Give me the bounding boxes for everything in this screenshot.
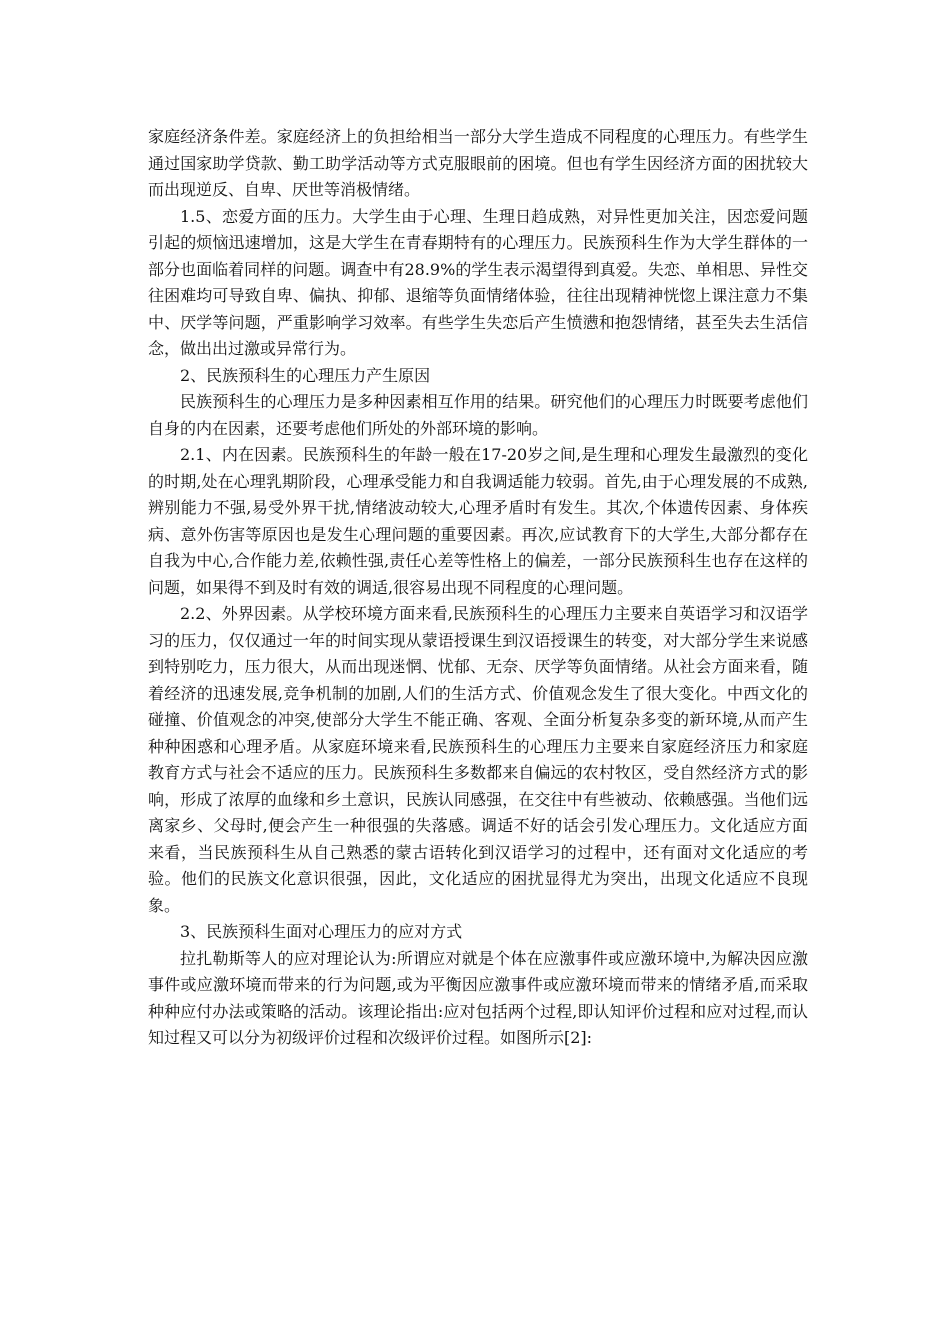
paragraph-economic-pressure: 家庭经济条件差。家庭经济上的负担给相当一部分大学生造成不同程度的心理压力。有些学生通过国家助学贷款、勤工助学活动等方式克服眼前的困境。但也有学生因经济方面的困扰较大而出现逆反、自卑、厌世等消极情绪。 <box>148 127 808 199</box>
section-heading-coping: 3、民族预科生面对心理压力的应对方式 <box>180 922 463 941</box>
section-heading-causes: 2、民族预科生的心理压力产生原因 <box>180 365 431 385</box>
paragraph-internal-factors: 2.1、内在因素。民族预科生的年龄一般在17-20岁之间,是生理和心理发生最激烈的变化的时期,处在心理乳期阶段，心理承受能力和自我调适能力较弱。首先,由于心理发展的不成熟,辨别能力不强,易受外界干扰,情绪波动较大,心理矛盾时有发生。其次,个体遗传因素、身体疾病、意外伤害等原因也是发生心理问题的重要因素。再次,应试教育下的大学生,大部分都存在自我为中心,合作能力差,依赖性强,责任心差等性格上的偏差，一部分民族预科生也存在这样的问题，如果得不到及时有效的调适,很容易出现不同程度的心理问题。 <box>148 445 808 597</box>
paragraph-love-pressure: 1.5、恋爱方面的压力。大学生由于心理、生理日趋成熟，对异性更加关注，因恋爱问题引起的烦恼迅速增加，这是大学生在青春期特有的心理压力。民族预科生作为大学生群体的一部分也面临着同样的问题。调查中有28.9%的学生表示渴望得到真爱。失恋、单相思、异性交往困难均可导致自卑、偏执、抑郁、退缩等负面情绪体验，往往出现精神恍惚上课注意力不集中、厌学等问题，严重影响学习效率。有些学生失恋后产生愤懑和抱怨情绪，甚至失去生活信念，做出出过激或异常行为。 <box>148 206 808 358</box>
paragraph-causes-intro: 民族预科生的心理压力是多种因素相互作用的结果。研究他们的心理压力时既要考虑他们自身的内在因素，还要考虑他们所处的外部环境的影响。 <box>148 392 808 438</box>
paragraph-coping-theory: 拉扎勒斯等人的应对理论认为:所谓应对就是个体在应激事件或应激环境中,为解决因应激事件或应激环境而带来的行为问题,或为平衡因应激事件或应激环境而带来的情绪矛盾,而采取种种应付办法或策略的活动。该理论指出:应对包括两个过程,即认知评价过程和应对过程,而认知过程又可以分为初级评价过程和次级评价过程。如图所示[2]: <box>148 948 808 1047</box>
document-body <box>148 124 808 1052</box>
paragraph-external-factors: 2.2、外界因素。从学校环境方面来看,民族预科生的心理压力主要来自英语学习和汉语学习的压力，仅仅通过一年的时间实现从蒙语授课生到汉语授课生的转变，对大部分学生来说感到特别吃力，压力很大，从而出现迷惘、忧郁、无奈、厌学等负面情绪。从社会方面来看，随着经济的迅速发展,竞争机制的加剧,人们的生活方式、价值观念发生了很大变化。中西文化的碰撞、价值观念的冲突,使部分大学生不能正确、客观、全面分析复杂多变的新环境,从而产生种种困惑和心理矛盾。从家庭环境来看,民族预科生的心理压力主要来自家庭经济压力和家庭教育方式与社会不适应的压力。民族预科生多数都来自偏远的农村牧区，受自然经济方式的影响，形成了浓厚的血缘和乡土意识，民族认同感强，在交往中有些被动、依赖感强。当他们远离家乡、父母时,便会产生一种很强的失落感。调适不好的话会引发心理压力。文化适应方面来看，当民族预科生从自己熟悉的蒙古语转化到汉语学习的过程中，还有面对文化适应的考验。他们的民族文化意识很强，因此，文化适应的困扰显得尤为突出，出现文化适应不良现象。 <box>148 604 808 915</box>
